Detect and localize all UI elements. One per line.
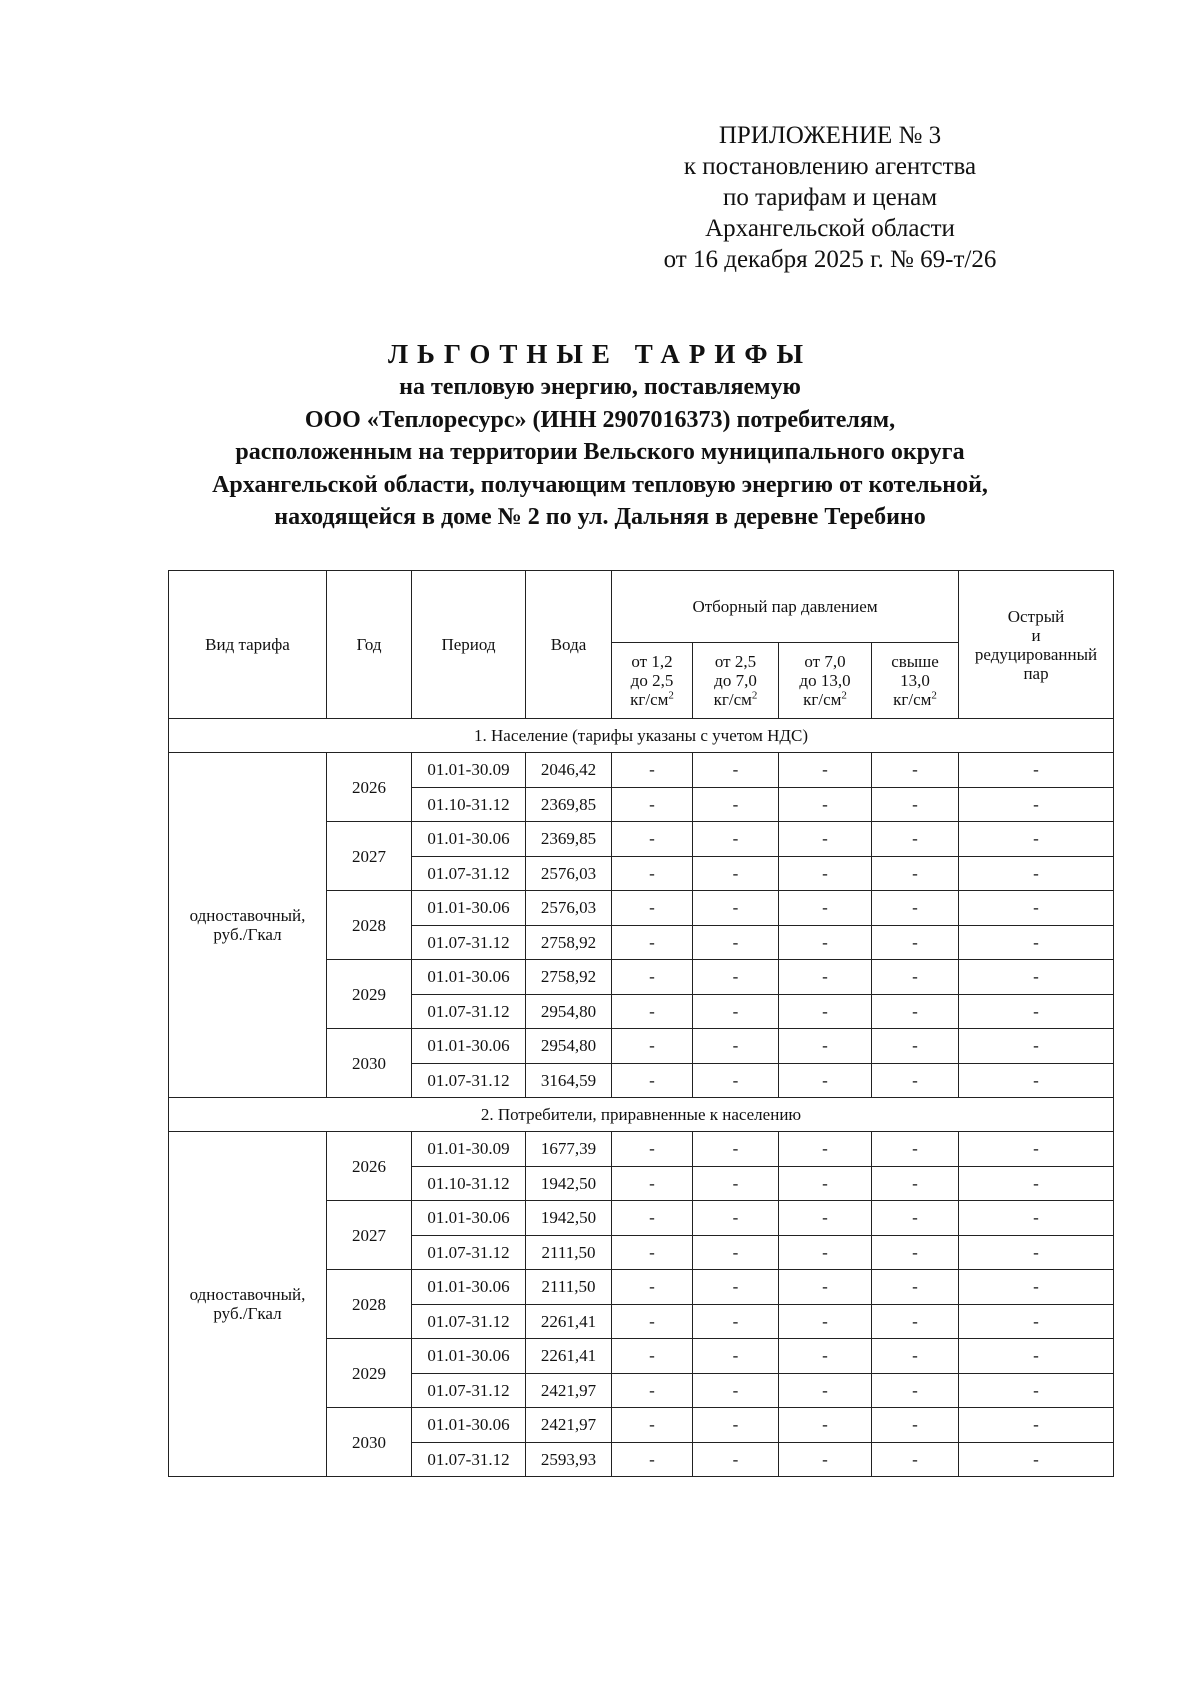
steam-price-cell: - — [693, 1304, 779, 1339]
period-cell: 01.01-30.06 — [412, 1339, 526, 1374]
appendix-line: к постановлению агентства — [683, 153, 977, 180]
table-row — [169, 1132, 1114, 1167]
period-cell: 01.01-30.06 — [412, 891, 526, 926]
steam-price-cell: - — [693, 960, 779, 995]
title-line: Архангельской области, получающим тепловую энергию от котельной, — [212, 471, 988, 498]
steam-price-cell: - — [872, 1339, 959, 1374]
steam-price-cell: - — [612, 1235, 693, 1270]
steam-price-cell: - — [872, 891, 959, 926]
steam-price-cell: - — [779, 1270, 872, 1305]
steam-price-cell: - — [693, 1373, 779, 1408]
header-steam-4 — [872, 643, 959, 719]
section-title: 1. Население (тарифы указаны с учетом НДС) — [169, 719, 1114, 753]
steam-price-cell: - — [693, 891, 779, 926]
steam-price-cell: - — [872, 787, 959, 822]
header-steam-line: свыше — [891, 652, 939, 671]
title-line: находящейся в доме № 2 по ул. Дальняя в деревне Теребино — [274, 504, 926, 530]
steam-price-cell: - — [693, 753, 779, 788]
steam-price-cell: - — [779, 1201, 872, 1236]
water-price-cell: 2369,85 — [526, 787, 612, 822]
steam-price-cell: - — [872, 1063, 959, 1098]
steam-price-cell: - — [612, 960, 693, 995]
sharp-steam-price-cell: - — [959, 994, 1114, 1029]
tariff-type-unit: руб./Гкал — [213, 1304, 282, 1323]
steam-price-cell: - — [612, 994, 693, 1029]
sharp-steam-price-cell: - — [959, 753, 1114, 788]
period-cell: 01.01-30.06 — [412, 1029, 526, 1064]
steam-price-cell: - — [779, 1339, 872, 1374]
steam-price-cell: - — [612, 753, 693, 788]
period-cell: 01.07-31.12 — [412, 925, 526, 960]
steam-price-cell: - — [779, 1132, 872, 1167]
steam-price-cell: - — [779, 1235, 872, 1270]
steam-price-cell: - — [612, 1408, 693, 1443]
steam-price-cell: - — [693, 1442, 779, 1477]
steam-price-cell: - — [612, 925, 693, 960]
tariff-table-body — [169, 719, 1114, 1477]
header-steam-unit: $кг/см^2$ — [630, 689, 674, 709]
water-price-cell: 2421,97 — [526, 1373, 612, 1408]
water-price-cell: 2261,41 — [526, 1304, 612, 1339]
title-heading: ЛЬГОТНЫЕ ТАРИФЫ — [387, 339, 813, 369]
tariff-type-cell — [169, 1132, 327, 1477]
document-title — [130, 337, 1070, 534]
sharp-steam-price-cell: - — [959, 787, 1114, 822]
steam-price-cell: - — [779, 960, 872, 995]
period-cell: 01.01-30.09 — [412, 753, 526, 788]
header-steam-line: от 7,0 — [804, 652, 846, 671]
water-price-cell: 2111,50 — [526, 1270, 612, 1305]
header-sharp-line: пар — [1023, 663, 1049, 683]
steam-price-cell: - — [779, 1373, 872, 1408]
period-cell: 01.07-31.12 — [412, 856, 526, 891]
header-water: Вода — [526, 571, 612, 719]
header-steam-line: 13,0 — [900, 671, 930, 690]
sharp-steam-price-cell: - — [959, 856, 1114, 891]
appendix-header — [620, 120, 1040, 275]
appendix-number: ПРИЛОЖЕНИЕ № 3 — [718, 122, 942, 149]
appendix-line: Архангельской области — [705, 215, 955, 242]
steam-price-cell: - — [693, 994, 779, 1029]
steam-price-cell: - — [872, 856, 959, 891]
header-steam-line: от 2,5 — [714, 652, 757, 671]
tariff-type-unit: руб./Гкал — [213, 925, 282, 944]
sharp-steam-price-cell: - — [959, 1304, 1114, 1339]
steam-price-cell: - — [872, 1201, 959, 1236]
tariff-type-cell — [169, 753, 327, 1098]
water-price-cell: 2954,80 — [526, 994, 612, 1029]
steam-price-cell: - — [612, 1166, 693, 1201]
header-sharp-line: и — [1031, 625, 1041, 645]
period-cell: 01.10-31.12 — [412, 787, 526, 822]
steam-price-cell: - — [872, 1166, 959, 1201]
sharp-steam-price-cell: - — [959, 960, 1114, 995]
steam-price-cell: - — [693, 787, 779, 822]
header-steam-unit: $кг/см^2$ — [713, 689, 758, 709]
title-line: расположенным на территории Вельского муниципального округа — [235, 439, 965, 465]
tariff-table — [168, 570, 1114, 1477]
water-price-cell: 2421,97 — [526, 1408, 612, 1443]
steam-price-cell: - — [612, 1373, 693, 1408]
water-price-cell: 2261,41 — [526, 1339, 612, 1374]
water-price-cell: 1942,50 — [526, 1166, 612, 1201]
header-sharp-steam — [959, 571, 1114, 719]
water-price-cell: 2758,92 — [526, 960, 612, 995]
steam-price-cell: - — [779, 1408, 872, 1443]
header-steam-line: до 13,0 — [799, 671, 851, 690]
steam-price-cell: - — [693, 1166, 779, 1201]
sharp-steam-price-cell: - — [959, 1442, 1114, 1477]
water-price-cell: 2954,80 — [526, 1029, 612, 1064]
year-cell: 2028 — [327, 1270, 412, 1339]
period-cell: 01.01-30.06 — [412, 960, 526, 995]
period-cell: 01.01-30.06 — [412, 822, 526, 857]
steam-price-cell: - — [779, 1063, 872, 1098]
water-price-cell: 2111,50 — [526, 1235, 612, 1270]
table-row — [169, 753, 1114, 788]
header-steam-group: Отборный пар давлением — [612, 571, 959, 643]
period-cell: 01.07-31.12 — [412, 1442, 526, 1477]
appendix-date: от 16 декабря 2025 г. № 69-т/26 — [663, 246, 997, 273]
header-steam-unit: $кг/см^2$ — [803, 689, 847, 709]
steam-price-cell: - — [612, 1132, 693, 1167]
steam-price-cell: - — [693, 1270, 779, 1305]
period-cell: 01.07-31.12 — [412, 994, 526, 1029]
steam-price-cell: - — [779, 856, 872, 891]
water-price-cell: 3164,59 — [526, 1063, 612, 1098]
steam-price-cell: - — [779, 891, 872, 926]
year-cell: 2029 — [327, 1339, 412, 1408]
steam-price-cell: - — [872, 753, 959, 788]
sharp-steam-price-cell: - — [959, 1408, 1114, 1443]
water-price-cell: 2576,03 — [526, 856, 612, 891]
steam-price-cell: - — [779, 994, 872, 1029]
steam-price-cell: - — [779, 753, 872, 788]
year-cell: 2028 — [327, 891, 412, 960]
header-steam-unit: $кг/см^2$ — [893, 689, 937, 709]
period-cell: 01.01-30.06 — [412, 1408, 526, 1443]
sharp-steam-price-cell: - — [959, 1235, 1114, 1270]
sharp-steam-price-cell: - — [959, 891, 1114, 926]
steam-price-cell: - — [872, 1235, 959, 1270]
period-cell: 01.07-31.12 — [412, 1304, 526, 1339]
sharp-steam-price-cell: - — [959, 1201, 1114, 1236]
steam-price-cell: - — [693, 822, 779, 857]
sharp-steam-price-cell: - — [959, 1029, 1114, 1064]
steam-price-cell: - — [779, 1166, 872, 1201]
water-price-cell: 2593,93 — [526, 1442, 612, 1477]
water-price-cell: 2046,42 — [526, 753, 612, 788]
header-steam-line: до 7,0 — [714, 671, 757, 690]
year-cell: 2030 — [327, 1408, 412, 1477]
steam-price-cell: - — [612, 1029, 693, 1064]
steam-price-cell: - — [872, 1029, 959, 1064]
year-cell: 2027 — [327, 822, 412, 891]
steam-price-cell: - — [872, 1270, 959, 1305]
steam-price-cell: - — [693, 1339, 779, 1374]
year-cell: 2026 — [327, 1132, 412, 1201]
header-tariff-type: Вид тарифа — [169, 571, 327, 719]
steam-price-cell: - — [612, 1442, 693, 1477]
water-price-cell: 2576,03 — [526, 891, 612, 926]
steam-price-cell: - — [872, 1442, 959, 1477]
year-cell: 2026 — [327, 753, 412, 822]
steam-price-cell: - — [612, 1270, 693, 1305]
year-cell: 2029 — [327, 960, 412, 1029]
steam-price-cell: - — [872, 925, 959, 960]
header-sharp-line: Острый — [1007, 606, 1065, 626]
steam-price-cell: - — [612, 822, 693, 857]
period-cell: 01.07-31.12 — [412, 1063, 526, 1098]
header-year: Год — [327, 571, 412, 719]
header-steam-3 — [779, 643, 872, 719]
steam-price-cell: - — [612, 1063, 693, 1098]
period-cell: 01.10-31.12 — [412, 1166, 526, 1201]
tariff-type-line: одноставочный, — [189, 906, 306, 925]
year-cell: 2030 — [327, 1029, 412, 1098]
water-price-cell: 1942,50 — [526, 1201, 612, 1236]
header-steam-line: до 2,5 — [630, 671, 674, 690]
header-period: Период — [412, 571, 526, 719]
water-price-cell: 2369,85 — [526, 822, 612, 857]
water-price-cell: 1677,39 — [526, 1132, 612, 1167]
sharp-steam-price-cell: - — [959, 822, 1114, 857]
steam-price-cell: - — [872, 994, 959, 1029]
steam-price-cell: - — [872, 960, 959, 995]
section-title: 2. Потребители, приравненные к населению — [169, 1098, 1114, 1132]
title-line: ООО «Теплоресурс» (ИНН 2907016373) потребителям, — [304, 406, 896, 433]
steam-price-cell: - — [693, 1201, 779, 1236]
section-row — [169, 1098, 1114, 1132]
header-steam-1 — [612, 643, 693, 719]
steam-price-cell: - — [612, 1201, 693, 1236]
steam-price-cell: - — [693, 925, 779, 960]
steam-price-cell: - — [693, 1132, 779, 1167]
sharp-steam-price-cell: - — [959, 1166, 1114, 1201]
water-price-cell: 2758,92 — [526, 925, 612, 960]
sharp-steam-price-cell: - — [959, 925, 1114, 960]
steam-price-cell: - — [612, 1304, 693, 1339]
steam-price-cell: - — [872, 1373, 959, 1408]
year-cell: 2027 — [327, 1201, 412, 1270]
steam-price-cell: - — [779, 1029, 872, 1064]
period-cell: 01.01-30.06 — [412, 1270, 526, 1305]
steam-price-cell: - — [693, 1029, 779, 1064]
period-cell: 01.01-30.09 — [412, 1132, 526, 1167]
steam-price-cell: - — [612, 787, 693, 822]
steam-price-cell: - — [779, 1304, 872, 1339]
steam-price-cell: - — [779, 822, 872, 857]
steam-price-cell: - — [872, 1304, 959, 1339]
title-line: на тепловую энергию, поставляемую — [399, 374, 801, 400]
sharp-steam-price-cell: - — [959, 1373, 1114, 1408]
steam-price-cell: - — [779, 787, 872, 822]
steam-price-cell: - — [612, 1339, 693, 1374]
header-sharp-line: редуцированный — [974, 644, 1098, 664]
steam-price-cell: - — [693, 1408, 779, 1443]
steam-price-cell: - — [693, 1063, 779, 1098]
sharp-steam-price-cell: - — [959, 1270, 1114, 1305]
header-steam-line: от 1,2 — [631, 652, 673, 671]
sharp-steam-price-cell: - — [959, 1132, 1114, 1167]
steam-price-cell: - — [612, 891, 693, 926]
steam-price-cell: - — [872, 1132, 959, 1167]
steam-price-cell: - — [612, 856, 693, 891]
header-steam-2 — [693, 643, 779, 719]
steam-price-cell: - — [872, 1408, 959, 1443]
steam-price-cell: - — [693, 1235, 779, 1270]
sharp-steam-price-cell: - — [959, 1339, 1114, 1374]
steam-price-cell: - — [872, 822, 959, 857]
period-cell: 01.07-31.12 — [412, 1373, 526, 1408]
section-row — [169, 719, 1114, 753]
tariff-type-line: одноставочный, — [189, 1285, 306, 1304]
sharp-steam-price-cell: - — [959, 1063, 1114, 1098]
period-cell: 01.01-30.06 — [412, 1201, 526, 1236]
appendix-line: по тарифам и ценам — [722, 184, 938, 211]
steam-price-cell: - — [693, 856, 779, 891]
period-cell: 01.07-31.12 — [412, 1235, 526, 1270]
steam-price-cell: - — [779, 925, 872, 960]
steam-price-cell: - — [779, 1442, 872, 1477]
